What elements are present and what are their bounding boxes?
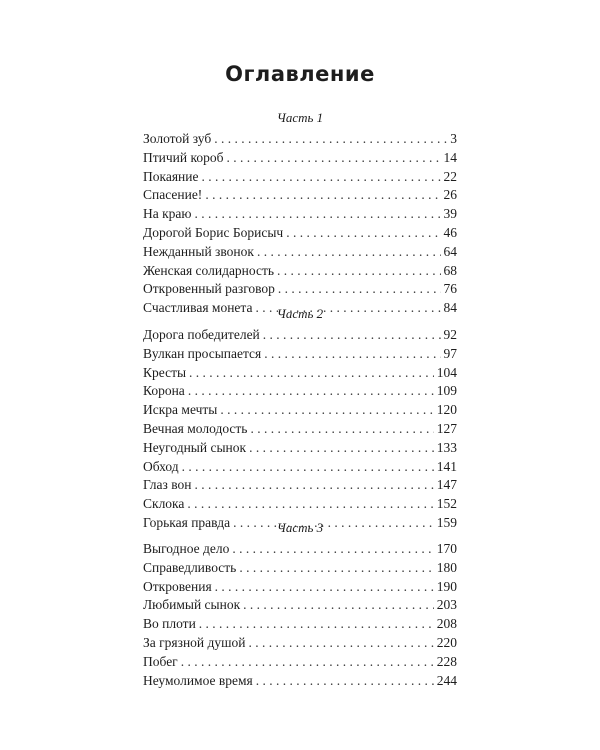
toc-entry-title: На краю [143, 206, 192, 222]
dot-leader [187, 495, 433, 514]
toc-entry-page-number: 152 [436, 496, 457, 512]
toc-entry-title: Покаяние [143, 168, 199, 184]
toc-entry [143, 615, 457, 634]
dot-leader [202, 168, 441, 187]
dot-leader [249, 634, 434, 653]
dot-leader [263, 326, 441, 345]
toc-entry-title: Женская солидарность [143, 262, 275, 278]
toc-entry-page-number: 22 [443, 168, 457, 184]
toc-entry-title: Птичий короб [143, 149, 224, 165]
dot-leader [286, 224, 440, 243]
toc-entry-page-number: 97 [443, 345, 457, 361]
toc-entry-title: Золотой зуб [143, 131, 212, 146]
toc-entry [143, 149, 457, 168]
dot-leader [226, 149, 440, 168]
part-3-entries [143, 540, 457, 690]
dot-leader [249, 439, 434, 458]
toc-entry-title: Горькая правда [143, 514, 231, 530]
toc-entry-page-number: 228 [436, 653, 457, 669]
toc-entry-title: Искра мечты [143, 402, 218, 418]
toc-entry-page-number: 26 [443, 187, 457, 203]
toc-entry [143, 439, 457, 458]
part-1-entries [143, 130, 457, 318]
toc-entry-page-number: 39 [443, 206, 457, 222]
toc-entry [143, 280, 457, 299]
part-3-title: Часть 3 [276, 520, 324, 535]
part-2-title: Часть 2 [276, 306, 324, 321]
toc-entry-page-number: 147 [436, 477, 457, 493]
toc-entry-title: Кресты [143, 364, 187, 380]
dot-leader [181, 653, 434, 672]
toc-entry-title: Откровенный разговор [143, 281, 275, 297]
toc-entry-title: Справедливость [143, 559, 237, 575]
toc-entry-title: Корона [143, 383, 185, 399]
toc-entry-page-number: 68 [443, 262, 457, 278]
toc-entry [143, 559, 457, 578]
toc-entry-page-number: 170 [436, 541, 457, 556]
toc-entry-page-number: 127 [436, 420, 457, 436]
toc-entry [143, 495, 457, 514]
toc-entry-page-number: 220 [436, 634, 457, 650]
dot-leader [188, 382, 434, 401]
dot-leader [214, 130, 447, 149]
toc-entry [143, 596, 457, 615]
toc-entry-title: Счастливая монета [143, 300, 253, 316]
dot-leader [239, 559, 433, 578]
toc-entry-title: Глаз вон [143, 477, 192, 493]
toc-entry [143, 476, 457, 495]
toc-entry-title: Побег [143, 653, 178, 669]
toc-entry-page-number: 141 [436, 458, 457, 474]
dot-leader [243, 596, 434, 615]
toc-entry-title: Вечная молодость [143, 420, 248, 436]
toc-entry [143, 262, 457, 281]
toc-entry [143, 345, 457, 364]
dot-leader [189, 364, 434, 383]
toc-entry-page-number: 84 [443, 300, 457, 316]
toc-entry [143, 420, 457, 439]
dot-leader [277, 262, 440, 281]
toc-entry-title: Нежданный звонок [143, 243, 254, 259]
toc-entry [143, 326, 457, 345]
toc-entry-page-number: 46 [443, 224, 457, 240]
toc-entry-title: Спасение! [143, 187, 203, 203]
toc-entry-page-number: 3 [450, 131, 457, 146]
dot-leader [205, 186, 440, 205]
toc-entry-page-number: 64 [443, 243, 457, 259]
toc-entry [143, 653, 457, 672]
toc-entry-title: Откровения [143, 578, 212, 594]
toc-entry [143, 634, 457, 653]
toc-entry-page-number: 76 [443, 281, 457, 297]
part-1-title: Часть 1 [276, 110, 324, 125]
toc-entry-title: Дорогой Борис Борисыч [143, 224, 284, 240]
dot-leader [195, 205, 441, 224]
toc-entry-page-number: 104 [436, 364, 457, 380]
toc-entry-page-number: 133 [436, 439, 457, 455]
part-3-section [143, 519, 457, 690]
part-2-section [143, 305, 457, 533]
toc-entry-title: Неумолимое время [143, 672, 253, 688]
toc-entry-title: Вулкан просыпается [143, 345, 262, 361]
toc-entry [143, 243, 457, 262]
toc-entry-page-number: 159 [436, 514, 457, 530]
toc-entry [143, 458, 457, 477]
toc-entry-page-number: 120 [436, 402, 457, 418]
dot-leader [182, 458, 434, 477]
toc-entry [143, 205, 457, 224]
toc-entry [143, 382, 457, 401]
toc-entry [143, 224, 457, 243]
toc-entry [143, 540, 457, 559]
dot-leader [257, 243, 441, 262]
toc-entry [143, 578, 457, 597]
dot-leader [250, 420, 433, 439]
toc-entry-page-number: 190 [436, 578, 457, 594]
toc-entry-page-number: 180 [436, 559, 457, 575]
toc-entry [143, 130, 457, 149]
toc-entry-title: За грязной душой [143, 634, 246, 650]
part-1-section [143, 109, 457, 318]
toc-entry [143, 401, 457, 420]
toc-entry-page-number: 109 [436, 383, 457, 399]
dot-leader [215, 578, 434, 597]
toc-entry-title: Неугодный сынок [143, 439, 247, 455]
dot-leader [220, 401, 433, 420]
toc-entry-page-number: 92 [443, 327, 457, 342]
dot-leader [194, 476, 433, 495]
dot-leader [256, 672, 434, 691]
toc-entry [143, 364, 457, 383]
dot-leader [278, 280, 441, 299]
toc-entry-page-number: 14 [443, 149, 457, 165]
toc-entry [143, 168, 457, 187]
dot-leader [199, 615, 434, 634]
toc-entry-page-number: 208 [436, 616, 457, 632]
toc-entry-title: Во плоти [143, 616, 196, 632]
toc-entry-page-number: 244 [436, 672, 457, 688]
dot-leader [264, 345, 440, 364]
toc-entry-title: Склока [143, 496, 185, 512]
toc-entry [143, 672, 457, 691]
toc-entry-title: Дорога победителей [143, 327, 260, 342]
part-2-entries [143, 326, 457, 533]
dot-leader [232, 540, 433, 559]
toc-entry [143, 186, 457, 205]
toc-entry-page-number: 203 [436, 597, 457, 613]
toc-entry-title: Любимый сынок [143, 597, 241, 613]
toc-entry-title: Выгодное дело [143, 541, 230, 556]
toc-entry-title: Обход [143, 458, 179, 474]
toc-title: Оглавление [225, 62, 375, 86]
